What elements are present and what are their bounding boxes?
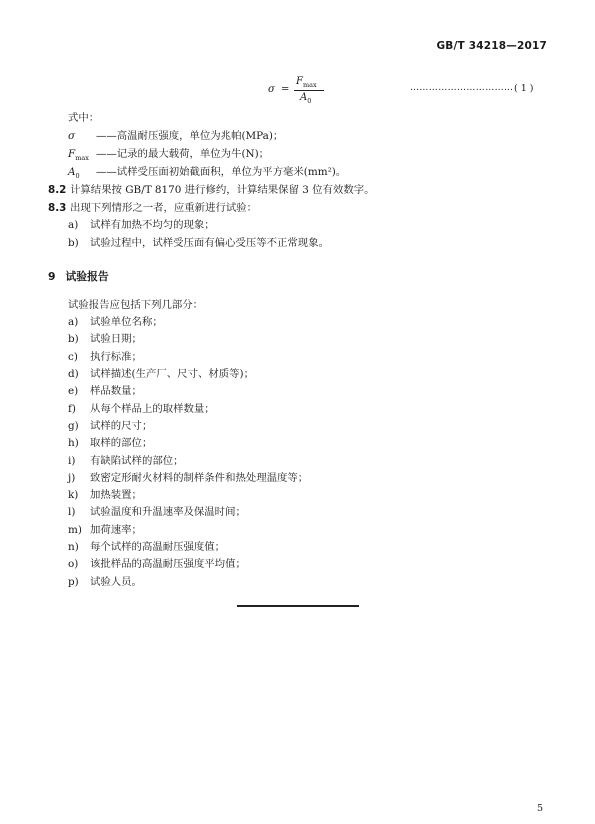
where-item: σ ——高温耐压强度，单位为兆帕(MPa)；: [68, 130, 284, 142]
section-9-heading: 9 试验报告: [48, 270, 109, 283]
formula-denominator: $A_0$: [300, 92, 312, 105]
page-number: 5: [536, 803, 543, 814]
report-item: i) 有缺陷试样的部位；: [68, 455, 184, 467]
end-rule: [237, 605, 359, 607]
report-item: f) 从每个样品上的取样数量；: [68, 403, 215, 415]
where-item: $F_{max}$ ——记录的最大载荷，单位为牛(N)；: [68, 148, 270, 163]
report-intro: 试验报告应包括下列几部分：: [68, 299, 204, 311]
report-item: a) 试验单位名称；: [68, 316, 163, 328]
list-item: a) 试样有加热不均匀的现象；: [68, 219, 215, 231]
fraction-bar: [294, 90, 324, 91]
report-item: n) 每个试样的高温耐压强度值；: [68, 541, 226, 553]
formula-number: ( 1 ): [514, 83, 534, 94]
where-title: 式中：: [68, 112, 100, 124]
report-item: k) 加热装置；: [68, 489, 142, 501]
where-item: $A_0$ ——试样受压面初始截面积，单位为平方毫米(mm²)。: [68, 166, 347, 181]
formula-equals: =: [281, 84, 290, 95]
report-item: j) 致密定形耐火材料的制样条件和热处理温度等；: [68, 472, 309, 484]
clause-8-3: 8.3 出现下列情形之一者，应重新进行试验：: [48, 202, 258, 214]
report-item: c) 执行标准；: [68, 351, 142, 363]
report-item: g) 试样的尺寸；: [68, 420, 153, 432]
report-item: l) 试验温度和升温速率及保温时间；: [68, 506, 246, 518]
formula-lhs: σ: [268, 84, 275, 95]
formula: [268, 76, 358, 104]
formula-leader-dots: ……………………………: [410, 83, 514, 93]
report-item: o) 该批样品的高温耐压强度平均值；: [68, 558, 246, 570]
formula-numerator: $F_{max}$: [296, 76, 317, 89]
standard-number: GB/T 34218—2017: [436, 40, 547, 52]
report-item: d) 试样描述(生产厂、尺寸、材质等)；: [68, 368, 254, 380]
report-item: b) 试验日期；: [68, 333, 142, 345]
list-item: b) 试验过程中，试样受压面有偏心受压等不正常现象。: [68, 237, 329, 249]
report-item: h) 取样的部位；: [68, 437, 153, 449]
clause-8-2: 8.2 计算结果按 GB/T 8170 进行修约，计算结果保留 3 位有效数字。: [48, 184, 375, 196]
report-item: p) 试验人员。: [68, 576, 142, 588]
report-item: e) 样品数量；: [68, 385, 142, 397]
report-item: m) 加荷速率；: [68, 524, 142, 536]
